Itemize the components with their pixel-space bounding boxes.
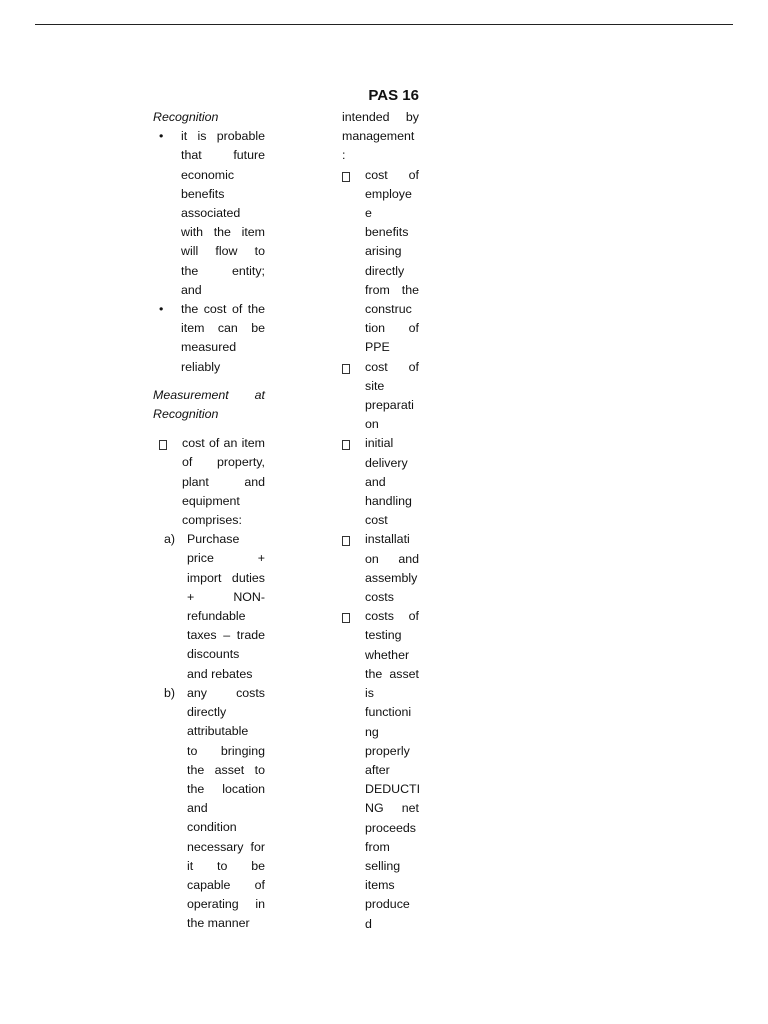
text-line: it to be	[187, 858, 265, 873]
right-list-item	[342, 166, 419, 358]
text-line: the asset to	[187, 762, 265, 777]
right-list-item	[342, 434, 419, 530]
text-line: :	[342, 148, 346, 163]
text-line: the location	[187, 781, 265, 796]
cost-item-a	[153, 530, 265, 684]
item-a-text	[187, 530, 265, 684]
square-bullet-icon	[342, 361, 350, 380]
page-title: PAS 16	[368, 87, 419, 104]
right-intro	[342, 108, 419, 166]
text-line: any costs	[187, 685, 265, 700]
item-a-marker: a)	[164, 532, 176, 547]
text-line: capable of	[187, 877, 265, 892]
text-line: economic	[181, 167, 235, 182]
recognition-heading: Recognition	[153, 110, 219, 124]
right-list-item	[342, 607, 419, 933]
recognition-bullet-2	[153, 300, 265, 377]
text-line: will flow to	[181, 244, 265, 259]
text-line: preparati	[365, 398, 414, 413]
text-line: from the	[365, 282, 419, 297]
right-item-text	[365, 166, 419, 358]
item-b-text	[187, 684, 265, 934]
text-line: initial	[365, 436, 394, 451]
text-line: of property,	[182, 455, 265, 470]
text-line: handling	[365, 494, 412, 509]
text-line: produce	[365, 897, 410, 912]
text-line: properly	[365, 743, 410, 758]
text-line: import duties	[187, 570, 265, 585]
text-line: e	[365, 206, 372, 221]
text-line: from	[365, 839, 390, 854]
text-line: price +	[187, 551, 265, 566]
text-line: item can be	[181, 321, 265, 336]
right-item-text	[365, 434, 419, 530]
text-line: associated	[181, 206, 241, 221]
text-line: and rebates	[187, 666, 253, 681]
text-line: equipment	[182, 493, 240, 508]
text-line: reliably	[181, 359, 221, 374]
text-line: construc	[365, 302, 412, 317]
text-line: operating in	[187, 897, 265, 912]
text-line: is	[365, 686, 374, 701]
text-line: delivery	[365, 455, 408, 470]
text-line: employe	[365, 186, 412, 201]
text-line: benefits	[181, 186, 225, 201]
cost-intro-text	[182, 434, 265, 530]
text-line: site	[365, 378, 385, 393]
text-line: that future	[181, 148, 265, 163]
text-line: arising	[365, 244, 402, 259]
recognition-bullet-1	[153, 127, 265, 300]
text-line: intended by	[342, 110, 419, 124]
text-line: costs	[365, 590, 394, 605]
text-line: PPE	[365, 340, 390, 355]
text-line: measured	[181, 340, 237, 355]
right-item-list	[342, 166, 419, 934]
right-column	[342, 108, 419, 934]
square-bullet-icon	[342, 533, 350, 552]
text-line: items	[365, 878, 395, 893]
text-line: after	[365, 762, 390, 777]
text-line: cost	[365, 513, 388, 528]
right-list-item	[342, 530, 419, 607]
text-line: refundable	[187, 609, 246, 624]
right-item-text	[365, 358, 419, 435]
text-line: attributable	[187, 724, 249, 739]
text-line: cost of an item	[182, 436, 265, 451]
text-line: tion of	[365, 321, 419, 336]
text-line: d	[365, 916, 372, 931]
text-line: installati	[365, 532, 410, 547]
text-line: selling	[365, 858, 401, 873]
square-bullet-icon	[342, 437, 350, 456]
text-line: functioni	[365, 705, 412, 720]
text-line: DEDUCTI	[365, 782, 421, 797]
text-line: discounts	[187, 647, 240, 662]
text-line: directly	[187, 705, 227, 720]
text-line: the entity;	[181, 263, 265, 278]
text-line: plant and	[182, 474, 265, 489]
header-rule	[35, 24, 733, 25]
cost-item-b	[153, 684, 265, 934]
text-line: ng	[365, 724, 379, 739]
bullet-2-text	[181, 300, 265, 377]
text-line: with the item	[181, 225, 265, 240]
text-line: assembly	[365, 570, 418, 585]
text-line: necessary for	[187, 839, 265, 854]
bullet-icon: •	[159, 129, 164, 144]
right-item-text	[365, 607, 419, 933]
right-list-item	[342, 358, 419, 435]
measurement-heading	[153, 386, 265, 424]
cost-intro	[153, 434, 265, 530]
text-line: the cost of the	[181, 302, 265, 317]
text-line: Recognition	[153, 407, 219, 422]
text-line: taxes – trade	[187, 628, 265, 643]
text-line: + NON-	[187, 589, 265, 604]
text-line: and	[181, 282, 202, 297]
text-line: the manner	[187, 916, 250, 931]
text-line: Purchase	[187, 532, 240, 547]
text-line: directly	[365, 263, 405, 278]
text-line: on and	[365, 551, 419, 566]
text-line: whether	[365, 647, 410, 662]
text-line: to bringing	[187, 743, 265, 758]
left-column	[153, 108, 265, 934]
text-line: cost of	[365, 359, 419, 374]
text-line: costs of	[365, 609, 419, 624]
text-line: on	[365, 417, 379, 432]
square-bullet-icon	[342, 169, 350, 188]
item-b-marker: b)	[164, 685, 176, 700]
text-line: testing	[365, 628, 402, 643]
text-line: comprises:	[182, 513, 242, 528]
text-line: the asset	[365, 666, 419, 681]
text-line: NG net	[365, 801, 419, 816]
text-line: management	[342, 129, 415, 144]
bullet-icon: •	[159, 302, 164, 317]
bullet-1-text	[181, 127, 265, 300]
text-line: proceeds	[365, 820, 416, 835]
text-line: and	[187, 801, 208, 816]
text-line: benefits	[365, 225, 409, 240]
square-bullet-icon	[342, 610, 350, 629]
text-line: and	[365, 474, 386, 489]
text-line: cost of	[365, 167, 419, 182]
text-line: it is probable	[181, 129, 265, 144]
text-line: Measurement at	[153, 387, 265, 402]
right-item-text	[365, 530, 419, 607]
square-bullet-icon	[159, 437, 167, 456]
text-line: condition	[187, 820, 237, 835]
